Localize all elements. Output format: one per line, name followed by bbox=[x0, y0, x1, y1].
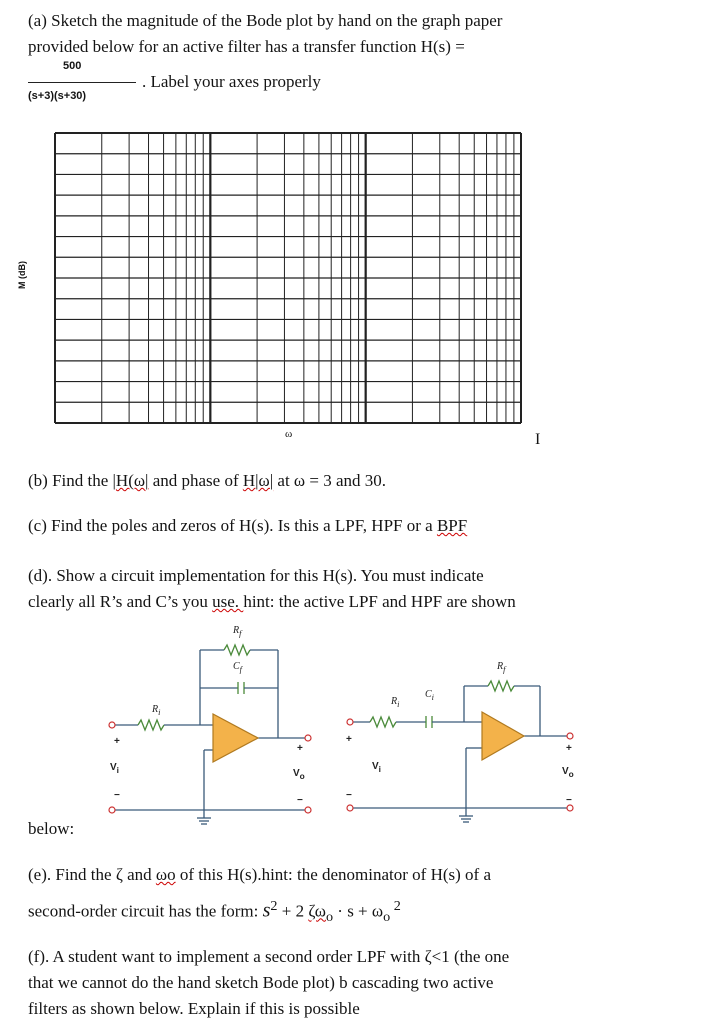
hpf-circuit bbox=[342, 652, 582, 832]
hpf-opamp bbox=[482, 712, 524, 760]
part-a-line1: (a) Sketch the magnitude of the Bode plot by hand on the graph paper bbox=[28, 11, 503, 30]
lpf-input-terminal bbox=[109, 722, 115, 728]
x-axis-label: ω bbox=[285, 428, 293, 440]
part-f-line2: that we cannot do the hand sketch Bode plot) b cascading two active bbox=[28, 973, 494, 992]
lpf-rf-label: $R_f$ bbox=[233, 625, 242, 638]
lpf-circuit bbox=[108, 610, 318, 825]
part-a-line2: provided below for an active filter has a transfer function H(s) = bbox=[28, 37, 465, 56]
lpf-vo-plus: + bbox=[297, 743, 303, 754]
hpf-vi-plus: + bbox=[346, 734, 352, 745]
fraction-numerator: 500 bbox=[63, 60, 82, 72]
lpf-rf-resistor bbox=[224, 645, 250, 655]
part-b: (b) Find the |H(ω| and phase of H|ω| at ω = 3 and 30. bbox=[28, 471, 386, 490]
lpf-opamp bbox=[213, 714, 258, 762]
part-c: (c) Find the poles and zeros of H(s). Is this a LPF, HPF or a BPF bbox=[28, 516, 468, 535]
lpf-vi-label: $V_i$ bbox=[110, 762, 119, 775]
part-e-line1: (e). Find the ζ and ωo of this H(s).hint: the denominator of H(s) of a bbox=[28, 865, 492, 884]
fraction-denominator: (s+3)(s+30) bbox=[28, 90, 87, 102]
hpf-input-terminal bbox=[347, 719, 353, 725]
part-d-below: below: bbox=[28, 819, 75, 838]
hpf-vi-minus: − bbox=[346, 790, 352, 801]
part-f-line3: filters as shown below. Explain if this is possible bbox=[28, 999, 360, 1018]
y-axis-label: M (dB) bbox=[17, 261, 27, 289]
text-cursor: I bbox=[535, 431, 541, 448]
hpf-rf-label: $R_f$ bbox=[497, 661, 506, 674]
hpf-vo-minus: − bbox=[566, 795, 572, 806]
part-a-line3: . Label your axes properly bbox=[142, 72, 321, 91]
lpf-vi-minus: − bbox=[114, 790, 120, 801]
hpf-output-terminal bbox=[567, 733, 573, 739]
part-d-line1: (d). Show a circuit implementation for this H(s). You must indicate bbox=[28, 566, 484, 585]
lpf-ri-label: $R_i$ bbox=[152, 704, 161, 717]
hpf-vo-label: $V_o$ bbox=[562, 766, 574, 779]
lpf-vo-label: $V_o$ bbox=[293, 768, 305, 781]
lpf-output-terminal bbox=[305, 735, 311, 741]
lpf-vi-plus: + bbox=[114, 736, 120, 747]
hpf-ci-label: $C_i$ bbox=[425, 689, 434, 702]
hpf-ri-resistor bbox=[370, 717, 396, 727]
lpf-cf-label: $C_f$ bbox=[233, 661, 242, 674]
hpf-ri-label: $R_i$ bbox=[391, 696, 400, 709]
grid-lines bbox=[55, 133, 521, 423]
part-f-line1: (f). A student want to implement a second order LPF with ζ<1 (the one bbox=[28, 947, 510, 966]
lpf-vo-minus: − bbox=[297, 795, 303, 806]
fraction-bar bbox=[28, 82, 136, 83]
lpf-ri-resistor bbox=[138, 720, 164, 730]
part-e-line2: second-order circuit has the form: $s^2 + 2$ $\zeta\omega_o \cdot s + \omega_o$ $^2$ bbox=[28, 898, 401, 926]
hpf-vi-label: $V_i$ bbox=[372, 761, 381, 774]
hpf-rf-resistor bbox=[488, 681, 514, 691]
hpf-vo-plus: + bbox=[566, 743, 572, 754]
part-d-line2: clearly all R’s and C’s you use. hint: the active LPF and HPF are shown bbox=[28, 592, 516, 611]
bode-graph-paper bbox=[52, 130, 524, 430]
